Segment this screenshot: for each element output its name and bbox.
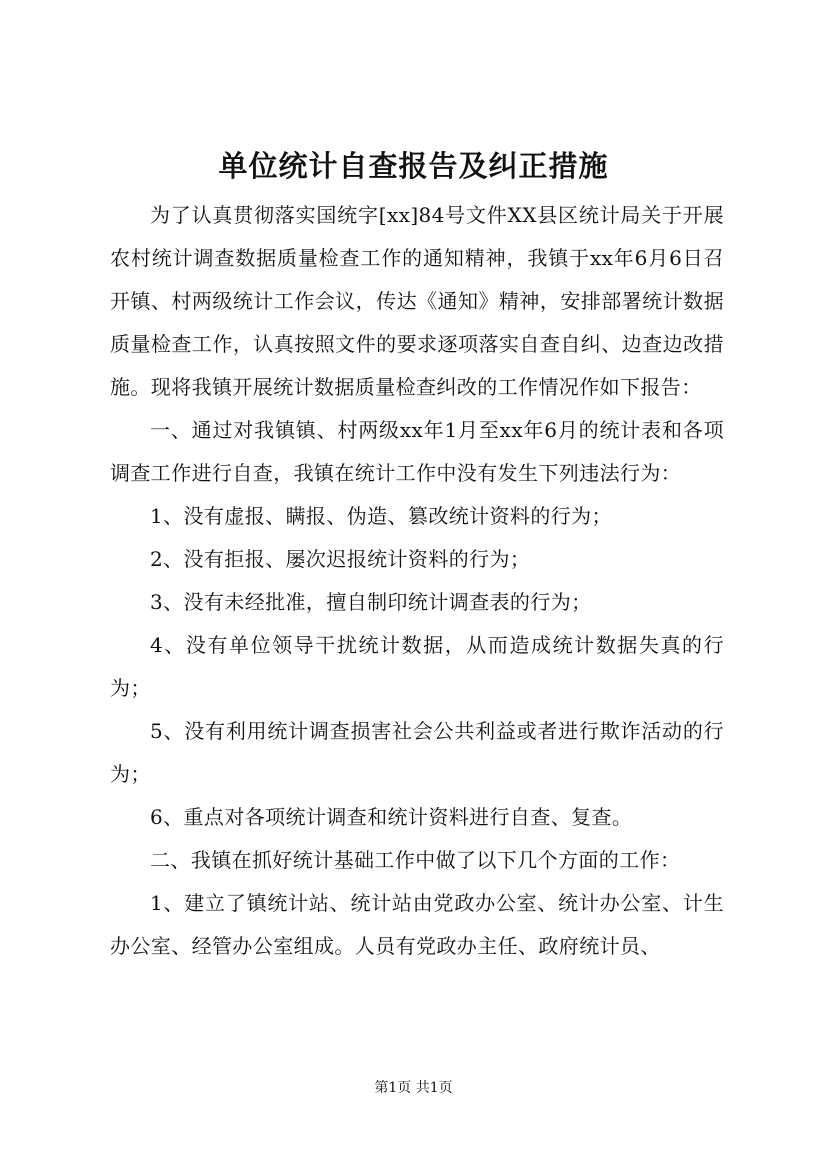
paragraph: 5、没有利用统计调查损害社会公共利益或者进行欺诈活动的行为； (110, 719, 724, 786)
paragraph: 4、没有单位领导干扰统计数据，从而造成统计数据失真的行为； (110, 633, 724, 700)
page-footer: 第1页 共1页 (374, 1080, 453, 1096)
paragraph: 1、建立了镇统计站、统计站由党政办公室、统计办公室、计生办公室、经管办公室组成。人员有党政办主任、政府统计员、 (110, 891, 724, 958)
paragraph: 为了认真贯彻落实国统字[xx]84号文件XX县区统计局关于开展农村统计调查数据质量检查工作的通知精神，我镇于xx年6月6日召开镇、村两级统计工作会议，传达《通知》精神，安排部署统计数据质量检查工作，认真按照文件的要求逐项落实自查自纠、边查边改措施。现将我镇开展统计数据质量检查纠改的工作情况作如下报告： (110, 203, 724, 399)
paragraph: 一、通过对我镇镇、村两级xx年1月至xx年6月的统计表和各项调查工作进行自查，我镇在统计工作中没有发生下列违法行为： (110, 418, 724, 485)
paragraph: 2、没有拒报、屡次迟报统计资料的行为； (150, 547, 531, 571)
paragraph: 二、我镇在抓好统计基础工作中做了以下几个方面的工作： (150, 848, 681, 872)
document-title: 单位统计自查报告及纠正措施 (218, 149, 609, 183)
paragraph: 1、没有虚报、瞒报、伪造、篡改统计资料的行为； (150, 504, 612, 528)
paragraph: 3、没有未经批准，擅自制印统计调查表的行为； (150, 590, 592, 614)
document-body (110, 194, 724, 968)
paragraph: 6、重点对各项统计调查和统计资料进行自查、复查。 (150, 805, 633, 829)
